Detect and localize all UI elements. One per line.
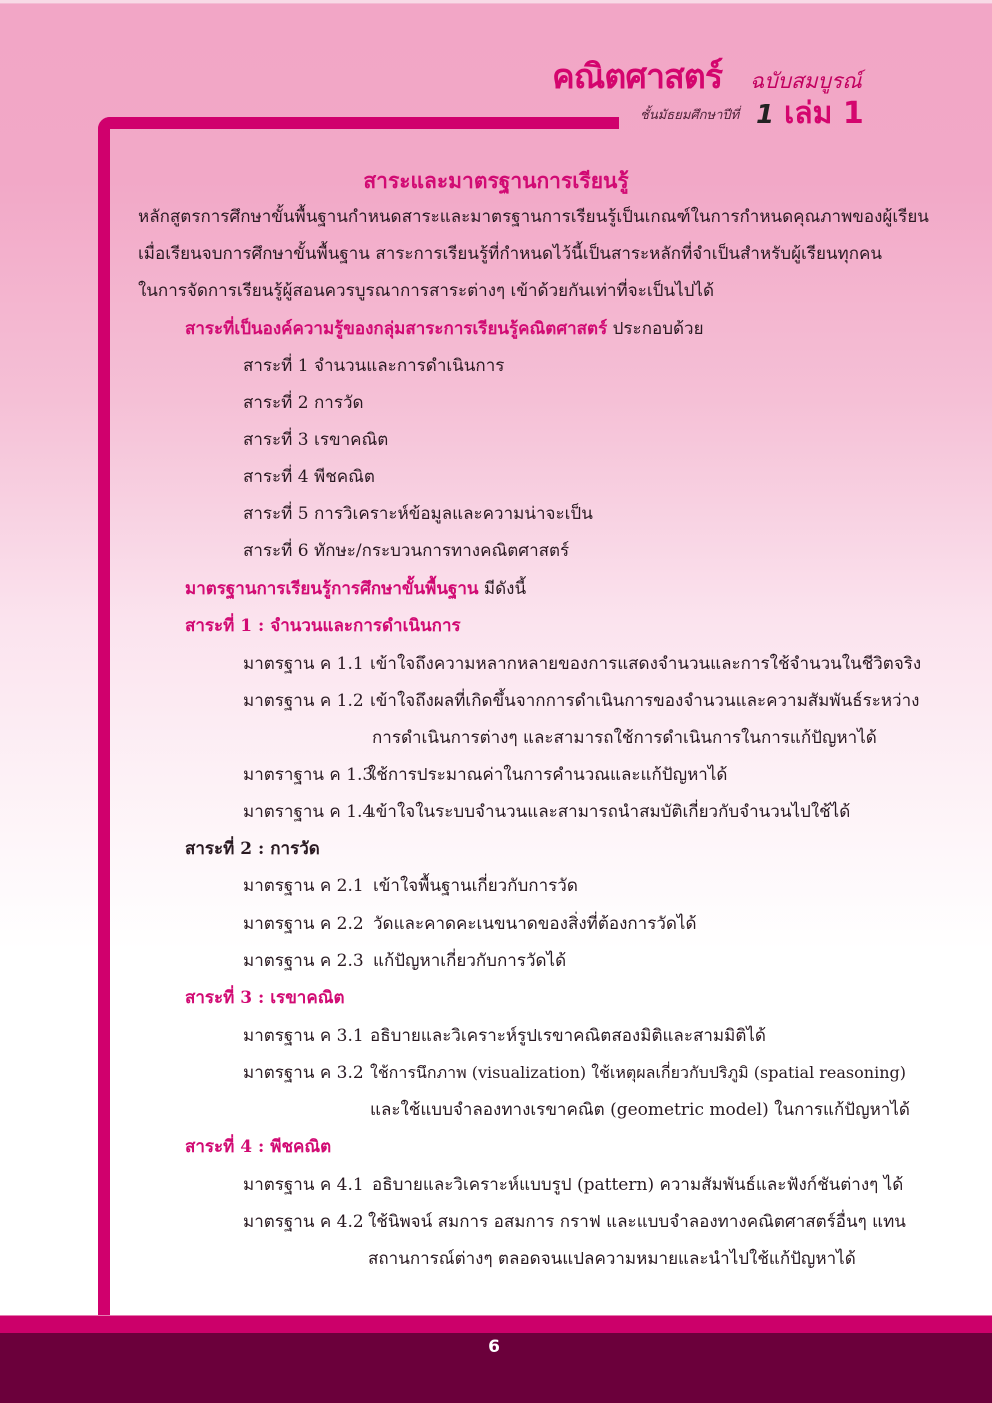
standard-text: ใช้นิพจน์ สมการ อสมการ กราฟ และแบบจำลองทางคณิตศาสตร์อื่นๆ แทน — [368, 1212, 906, 1232]
standard-text: เข้าใจพื้นฐานเกี่ยวกับการวัด — [373, 876, 578, 896]
page-number: 6 — [488, 1337, 500, 1357]
standard-text: แก้ปัญหาเกี่ยวกับการวัดได้ — [373, 951, 567, 971]
standard-code: มาตรฐาน ค 4.2 — [243, 1212, 364, 1232]
standard-text: เข้าใจถึงผลที่เกิดขึ้นจากการดำเนินการของจำนวนและความสัมพันธ์ระหว่าง — [370, 691, 920, 711]
standards-intro — [185, 576, 526, 602]
section-title-3: สาระที่ 3 : เรขาคณิต — [185, 988, 345, 1008]
frame-left-bar — [98, 117, 110, 1327]
standard-code: มาตรฐาน ค 4.1 — [243, 1175, 364, 1195]
standard-text: ใช้การนึกภาพ (visualization) ใช้เหตุผลเกี่ยวกับปริภูมิ (spatial reasoning) — [370, 1063, 906, 1082]
grade-number: 1 — [756, 100, 775, 130]
intro-line: เมื่อเรียนจบการศึกษาขั้นพื้นฐาน สาระการเรียนรู้ที่กำหนดไว้นี้เป็นสาระหลักที่จำเป็นสำหรับผู้เรียนทุกคน — [138, 244, 883, 264]
grade-label: ชั้นมัธยมศึกษาปีที่ — [640, 108, 740, 123]
standard-code: มาตรฐาน ค 2.1 — [243, 876, 364, 896]
volume-label: เล่ม 1 — [784, 96, 864, 131]
standard-text-cont: การดำเนินการต่างๆ และสามารถใช้การดำเนินการในการแก้ปัญหาได้ — [372, 728, 877, 748]
standard-text: ใช้การประมาณค่าในการคำนวณและแก้ปัญหาได้ — [368, 765, 728, 785]
standard-text-cont: และใช้แบบจำลองทางเรขาคณิต (geometric model) ในการแก้ปัญหาได้ — [370, 1100, 910, 1120]
standard-text: เข้าใจในระบบจำนวนและสามารถนำสมบัติเกี่ยวกับจำนวนไปใช้ได้ — [370, 802, 851, 822]
standard-code: มาตรฐาน ค 1.1 — [243, 654, 364, 674]
footer-magenta-band — [0, 1315, 992, 1334]
section-title-1: สาระที่ 1 : จำนวนและการดำเนินการ — [185, 616, 461, 636]
standard-code: มาตราฐาน ค 1.3 — [243, 765, 374, 785]
standard-text: อธิบายและวิเคราะห์รูปเรขาคณิตสองมิติและสามมิติได้ — [370, 1026, 766, 1046]
standard-code: มาตรฐาน ค 3.1 — [243, 1026, 364, 1046]
book-title: คณิตศาสตร์ — [552, 57, 723, 97]
frame-top-bar — [98, 117, 619, 129]
strand-item: สาระที่ 5 การวิเคราะห์ข้อมูลและความน่าจะเป็น — [243, 504, 593, 524]
intro-line: หลักสูตรการศึกษาขั้นพื้นฐานกำหนดสาระและมาตรฐานการเรียนรู้เป็นเกณฑ์ในการกำหนดคุณภาพของผู้เรียน — [138, 207, 929, 227]
strand-item: สาระที่ 2 การวัด — [243, 393, 364, 413]
book-subtitle: ฉบับสมบูรณ์ — [750, 69, 862, 93]
standard-text: วัดและคาดคะเนขนาดของสิ่งที่ต้องการวัดได้ — [373, 914, 697, 934]
strand-item: สาระที่ 1 จำนวนและการดำเนินการ — [243, 356, 505, 376]
intro-line: ในการจัดการเรียนรู้ผู้สอนควรบูรณาการสาระต่างๆ เข้าด้วยกันเท่าที่จะเป็นไปได้ — [138, 281, 714, 301]
strand-item: สาระที่ 4 พีชคณิต — [243, 467, 375, 487]
section-title-2: สาระที่ 2 : การวัด — [185, 839, 320, 859]
standard-text: เข้าใจถึงความหลากหลายของการแสดงจำนวนและการใช้จำนวนในชีวิตจริง — [370, 654, 922, 674]
standard-text-cont: สถานการณ์ต่างๆ ตลอดจนแปลความหมายและนำไปใช้แก้ปัญหาได้ — [368, 1249, 856, 1269]
standards-intro-rest: มีดังนี้ — [478, 579, 527, 599]
standard-code: มาตรฐาน ค 3.2 — [243, 1063, 364, 1083]
strands-intro-highlight: สาระที่เป็นองค์ความรู้ของกลุ่มสาระการเรียนรู้คณิตศาสตร์ — [185, 319, 608, 339]
standard-code: มาตรฐาน ค 2.3 — [243, 951, 364, 971]
standard-code: มาตรฐาน ค 2.2 — [243, 914, 364, 934]
strand-item: สาระที่ 6 ทักษะ/กระบวนการทางคณิตศาสตร์ — [243, 541, 570, 561]
section-title-4: สาระที่ 4 : พีชคณิต — [185, 1137, 332, 1157]
standard-text: อธิบายและวิเคราะห์แบบรูป (pattern) ความสัมพันธ์และฟังก์ชันต่างๆ ได้ — [372, 1175, 904, 1195]
strands-intro — [185, 316, 704, 342]
standards-intro-highlight: มาตรฐานการเรียนรู้การศึกษาขั้นพื้นฐาน — [185, 579, 479, 599]
top-edge-strip — [0, 0, 992, 3]
strand-item: สาระที่ 3 เรขาคณิต — [243, 430, 389, 450]
standard-code: มาตราฐาน ค 1.4 — [243, 802, 374, 822]
strands-intro-rest: ประกอบด้วย — [607, 319, 704, 339]
page-title: สาระและมาตรฐานการเรียนรู้ — [363, 168, 629, 193]
standard-code: มาตรฐาน ค 1.2 — [243, 691, 364, 711]
